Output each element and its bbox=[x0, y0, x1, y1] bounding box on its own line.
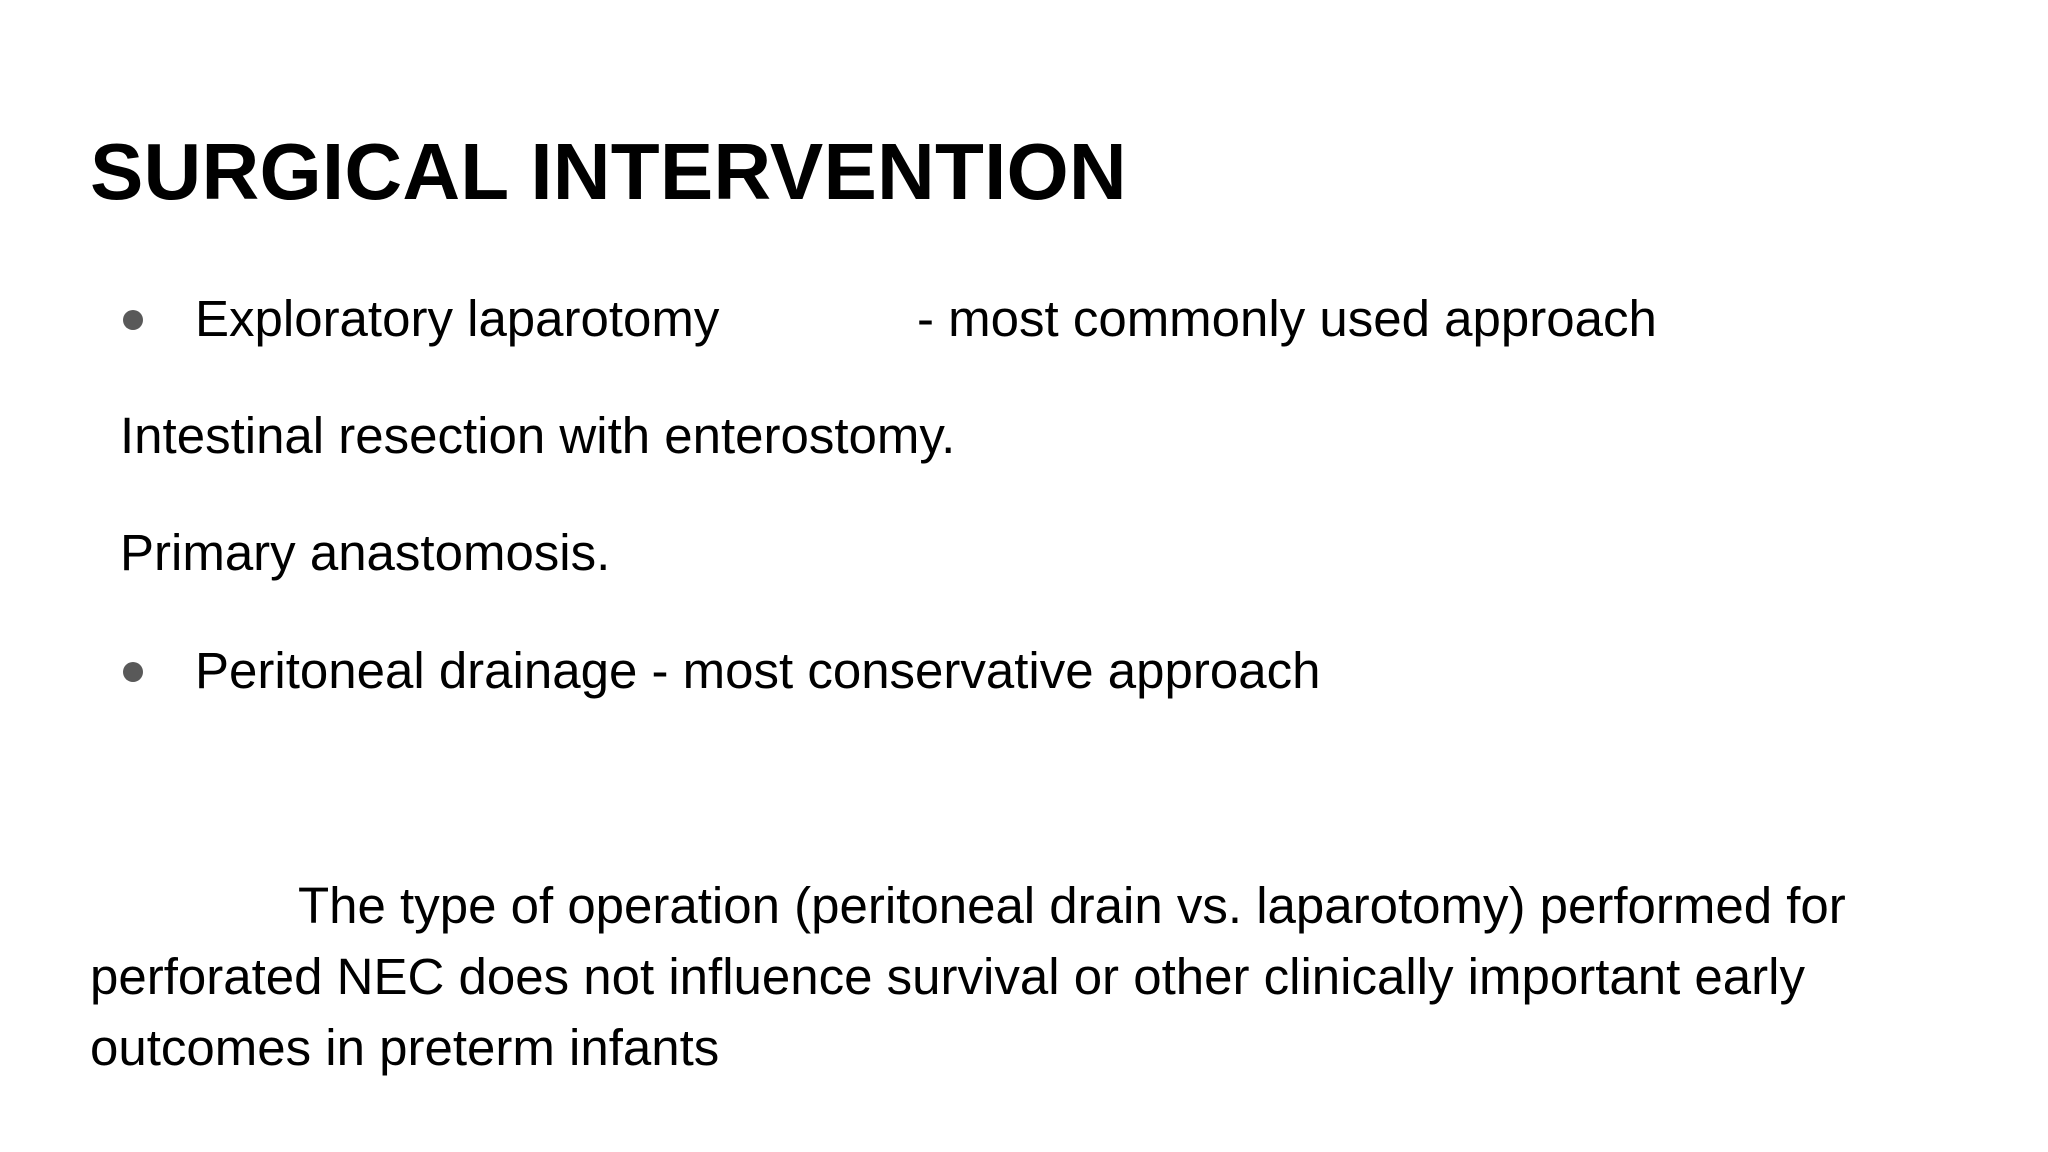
bullet-item-exploratory-laparotomy: Exploratory laparotomy bbox=[195, 290, 720, 347]
slide-title: SURGICAL INTERVENTION bbox=[90, 127, 1127, 216]
summary-paragraph: The type of operation (peritoneal drain vs. laparotomy) performed for perforated NEC does not influence survival or other clinically important early outcomes in preterm infants bbox=[90, 877, 1846, 1076]
text-item-primary-anastomosis: Primary anastomosis. bbox=[120, 524, 611, 581]
bullet-dot bbox=[123, 662, 143, 682]
bullet-item-peritoneal-drainage: Peritoneal drainage - most conservative approach bbox=[195, 642, 1321, 699]
bullet-item-suffix: - most commonly used approach bbox=[917, 290, 1657, 347]
bullet-dot bbox=[123, 310, 143, 330]
text-item-intestinal-resection: Intestinal resection with enterostomy. bbox=[120, 407, 956, 464]
